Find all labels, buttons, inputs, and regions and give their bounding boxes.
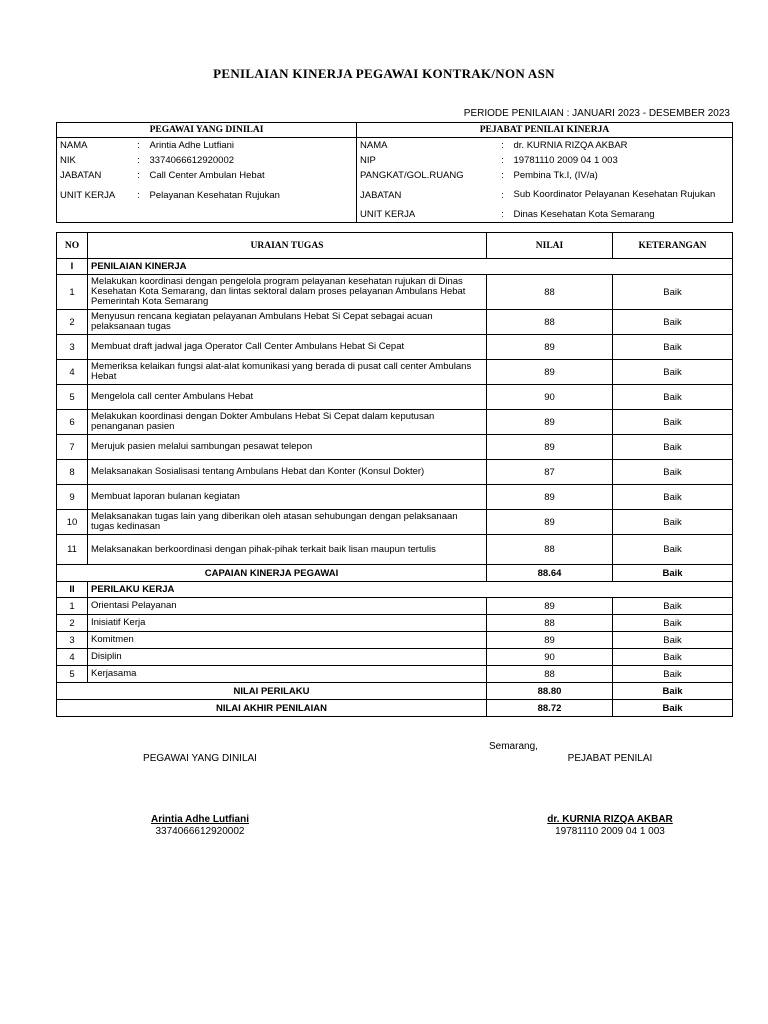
- task-row: [57, 275, 733, 310]
- row-task: Melaksanakan Sosialisasi tentang Ambulans Hebat dan Konter (Konsul Dokter): [88, 460, 487, 485]
- row-task: Memeriksa kelaikan fungsi alat-alat komunikasi yang berada di pusat call center Ambulans Hebat: [88, 360, 487, 385]
- row-score: 89: [487, 360, 613, 385]
- employee-value: Pelayanan Kesehatan Rujukan: [149, 189, 280, 201]
- row-no: 4: [57, 649, 88, 666]
- row-score: 90: [487, 385, 613, 410]
- signature-right-title: PEJABAT PENILAI: [567, 753, 653, 764]
- nilai-perilaku-row-score: 88.80: [487, 683, 613, 700]
- employee-value: Arintia Adhe Lutfiani: [149, 140, 235, 151]
- row-task: Disiplin: [88, 649, 487, 666]
- row-note: Baik: [613, 649, 733, 666]
- assessor-header: PEJABAT PENILAI KINERJA: [357, 123, 733, 138]
- behavior-row: [57, 598, 733, 615]
- row-no: 5: [57, 385, 88, 410]
- assessor-value: Dinas Kesehatan Kota Semarang: [513, 209, 655, 220]
- section-label: PERILAKU KERJA: [88, 582, 733, 598]
- row-task: Melakukan koordinasi dengan Dokter Ambulans Hebat Si Cepat dalam keputusan penanganan pasien: [88, 410, 487, 435]
- row-note: Baik: [613, 510, 733, 535]
- row-score: 88: [487, 666, 613, 683]
- employee-label: UNIT KERJA: [60, 189, 116, 201]
- row-note: Baik: [613, 410, 733, 435]
- nilai-akhir-row: [57, 700, 733, 717]
- task-row: [57, 535, 733, 565]
- behavior-row: [57, 666, 733, 683]
- section-row: [57, 582, 733, 598]
- assessor-label: NIP: [357, 153, 495, 168]
- row-task: Melaksanakan berkoordinasi dengan pihak-pihak terkait baik lisan maupun tertulis: [88, 535, 487, 565]
- row-task: Melakukan koordinasi dengan pengelola program pelayanan kesehatan rujukan di Dinas Kesehatan Kota Semarang, dan lintas sektoral dalam proses pelayanan Ambulans Hebat Pemerintah Kota Semarang: [88, 275, 487, 310]
- row-task: Merujuk pasien melalui sambungan pesawat telepon: [88, 435, 487, 460]
- employee-value: 3374066612920002: [149, 155, 235, 166]
- capaian-row-score: 88.64: [487, 565, 613, 582]
- row-score: 88: [487, 310, 613, 335]
- col-header-no: NO: [57, 233, 88, 259]
- document-title: PENILAIAN KINERJA PEGAWAI KONTRAK/NON ASN: [213, 66, 555, 81]
- signature-right-name: [510, 814, 710, 825]
- nilai-akhir-row-label: NILAI AKHIR PENILAIAN: [57, 700, 487, 717]
- task-row: [57, 435, 733, 460]
- row-score: 88: [487, 535, 613, 565]
- colon: :: [501, 209, 504, 220]
- colon: :: [501, 170, 504, 181]
- identity-table: [56, 122, 733, 223]
- row-score: 89: [487, 335, 613, 360]
- evaluation-table: [56, 232, 733, 717]
- row-no: 2: [57, 310, 88, 335]
- assessor-value: Pembina Tk.I, (IV/a): [513, 170, 598, 181]
- task-row: [57, 310, 733, 335]
- colon: :: [137, 170, 140, 181]
- row-note: Baik: [613, 385, 733, 410]
- row-no: 4: [57, 360, 88, 385]
- assessor-label: NAMA: [357, 138, 495, 154]
- row-note: Baik: [613, 615, 733, 632]
- row-note: Baik: [613, 598, 733, 615]
- task-row: [57, 410, 733, 435]
- row-score: 89: [487, 598, 613, 615]
- row-task: Membuat laporan bulanan kegiatan: [88, 485, 487, 510]
- row-no: 6: [57, 410, 88, 435]
- task-row: [57, 485, 733, 510]
- row-score: 88: [487, 275, 613, 310]
- row-no: 5: [57, 666, 88, 683]
- row-task: Inisiatif Kerja: [88, 615, 487, 632]
- behavior-row: [57, 649, 733, 666]
- employee-label: NIK: [60, 155, 76, 166]
- row-note: Baik: [613, 435, 733, 460]
- row-no: 11: [57, 535, 88, 565]
- col-header-note: KETERANGAN: [613, 233, 733, 259]
- colon: :: [137, 189, 140, 201]
- row-note: Baik: [613, 460, 733, 485]
- employee-label: NAMA: [60, 140, 88, 151]
- nilai-perilaku-row-label: NILAI PERILAKU: [57, 683, 487, 700]
- signature-left-id: 3374066612920002: [155, 826, 245, 837]
- assessor-value: 19781110 2009 04 1 003: [513, 155, 618, 166]
- colon: :: [501, 140, 504, 151]
- nilai-akhir-row-score: 88.72: [487, 700, 613, 717]
- colon: :: [501, 189, 504, 201]
- row-score: 90: [487, 649, 613, 666]
- row-score: 87: [487, 460, 613, 485]
- row-note: Baik: [613, 310, 733, 335]
- signature-place: Semarang,: [489, 741, 538, 752]
- employee-header: PEGAWAI YANG DINILAI: [57, 123, 357, 138]
- assessor-label: JABATAN: [357, 183, 495, 207]
- row-no: 1: [57, 598, 88, 615]
- row-task: Mengelola call center Ambulans Hebat: [88, 385, 487, 410]
- assessor-value: dr. KURNIA RIZQA AKBAR: [513, 140, 628, 151]
- row-score: 89: [487, 410, 613, 435]
- row-no: 2: [57, 615, 88, 632]
- employee-value: Call Center Ambulan Hebat: [149, 170, 265, 181]
- row-score: 88: [487, 615, 613, 632]
- nilai-perilaku-row-note: Baik: [613, 683, 733, 700]
- row-no: 1: [57, 275, 88, 310]
- row-score: 89: [487, 485, 613, 510]
- employee-name: Arintia Adhe Lutfiani: [151, 814, 249, 825]
- task-row: [57, 460, 733, 485]
- row-no: 9: [57, 485, 88, 510]
- signature-right-id: 19781110 2009 04 1 003: [555, 826, 665, 837]
- row-no: 7: [57, 435, 88, 460]
- colon: :: [501, 155, 504, 166]
- section-row: [57, 259, 733, 275]
- row-note: Baik: [613, 632, 733, 649]
- col-header-score: NILAI: [487, 233, 613, 259]
- row-note: Baik: [613, 535, 733, 565]
- capaian-row-note: Baik: [613, 565, 733, 582]
- row-no: 3: [57, 632, 88, 649]
- assessor-label: UNIT KERJA: [357, 207, 495, 223]
- row-no: 8: [57, 460, 88, 485]
- row-note: Baik: [613, 666, 733, 683]
- capaian-row-label: CAPAIAN KINERJA PEGAWAI: [57, 565, 487, 582]
- row-score: 89: [487, 632, 613, 649]
- employee-label: JABATAN: [60, 170, 102, 181]
- section-label: PENILAIAN KINERJA: [88, 259, 733, 275]
- row-task: Membuat draft jadwal jaga Operator Call Center Ambulans Hebat Si Cepat: [88, 335, 487, 360]
- behavior-row: [57, 632, 733, 649]
- task-row: [57, 510, 733, 535]
- section-no: I: [57, 259, 88, 275]
- assessor-name: dr. KURNIA RIZQA AKBAR: [547, 814, 673, 825]
- nilai-perilaku-row: [57, 683, 733, 700]
- signature-left-title: PEGAWAI YANG DINILAI: [143, 753, 257, 764]
- col-header-task: URAIAN TUGAS: [88, 233, 487, 259]
- task-row: [57, 335, 733, 360]
- row-no: 10: [57, 510, 88, 535]
- row-task: Kerjasama: [88, 666, 487, 683]
- task-row: [57, 385, 733, 410]
- row-score: 89: [487, 510, 613, 535]
- assessor-value: Sub Koordinator Pelayanan Kesehatan Rujukan: [513, 189, 716, 200]
- row-note: Baik: [613, 485, 733, 510]
- row-task: Menyusun rencana kegiatan pelayanan Ambulans Hebat Si Cepat sebagai acuan pelaksanaan tugas: [88, 310, 487, 335]
- behavior-row: [57, 615, 733, 632]
- row-task: Orientasi Pelayanan: [88, 598, 487, 615]
- row-score: 89: [487, 435, 613, 460]
- row-note: Baik: [613, 360, 733, 385]
- row-task: Komitmen: [88, 632, 487, 649]
- row-task: Melaksanakan tugas lain yang diberikan oleh atasan sehubungan dengan pelaksanaan tugas kedinasan: [88, 510, 487, 535]
- capaian-row: [57, 565, 733, 582]
- row-no: 3: [57, 335, 88, 360]
- assessment-period: PERIODE PENILAIAN : JANUARI 2023 - DESEMBER 2023: [463, 108, 730, 119]
- colon: :: [137, 140, 140, 151]
- nilai-akhir-row-note: Baik: [613, 700, 733, 717]
- section-no: II: [57, 582, 88, 598]
- assessor-label: PANGKAT/GOL.RUANG: [357, 168, 495, 183]
- signature-left-name: [100, 814, 300, 825]
- row-note: Baik: [613, 335, 733, 360]
- colon: :: [137, 155, 140, 166]
- task-row: [57, 360, 733, 385]
- row-note: Baik: [613, 275, 733, 310]
